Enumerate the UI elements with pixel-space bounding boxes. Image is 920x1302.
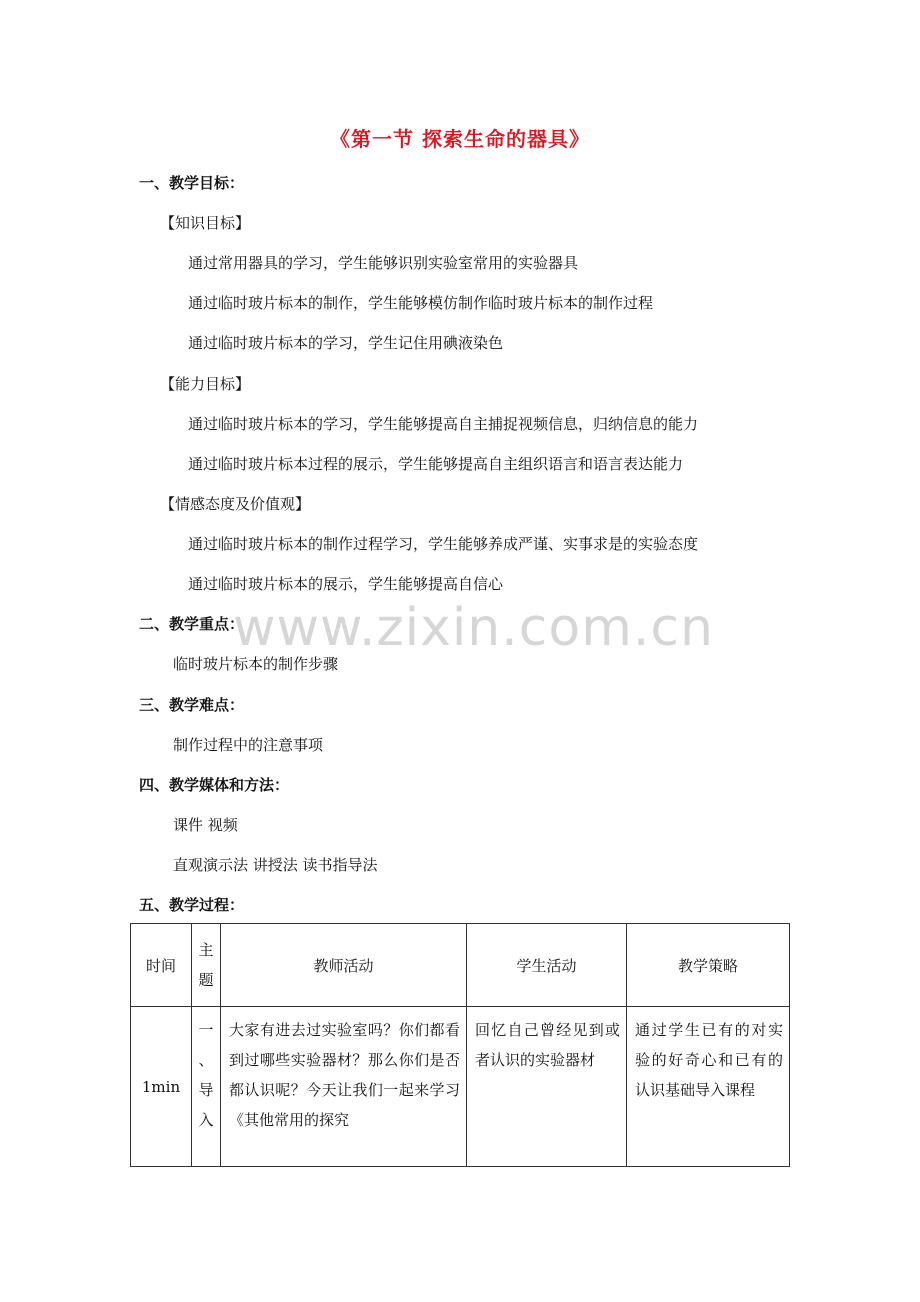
process-table: [130, 923, 790, 1167]
knowledge-item: 通过临时玻片标本的制作，学生能够模仿制作临时玻片标本的制作过程: [188, 294, 654, 312]
table-header-row: [131, 924, 790, 1007]
emotion-heading: 【情感态度及价值观】: [160, 495, 311, 513]
ability-item: 通过临时玻片标本的学习，学生能够提高自主捕捉视频信息，归纳信息的能力: [188, 415, 699, 433]
cell-teacher-activity: 大家有进去过实验室吗？你们都看到过哪些实验器材？那么你们是否都认识呢？今天让我们一起来学习《其他常用的探究: [221, 1007, 467, 1167]
topic-char: 一: [198, 1021, 214, 1039]
key-point-heading: 二、教学重点：: [139, 615, 245, 633]
header-topic: [192, 924, 221, 1007]
difficulty-heading: 三、教学难点：: [139, 696, 245, 714]
goals-heading: 一、教学目标：: [139, 174, 245, 192]
cell-student-activity: 回忆自己曾经见到或者认识的实验器材: [467, 1007, 627, 1167]
cell-topic: [192, 1007, 221, 1167]
process-heading: 五、教学过程：: [139, 896, 245, 914]
key-point-text: 临时玻片标本的制作步骤: [173, 655, 339, 673]
header-topic-char: 主: [198, 940, 214, 959]
header-time: 时间: [131, 924, 192, 1007]
knowledge-item: 通过临时玻片标本的学习，学生记住用碘液染色: [188, 334, 504, 352]
header-topic-char: 题: [198, 970, 214, 989]
header-strategy: 教学策略: [627, 924, 790, 1007]
topic-char: 入: [198, 1111, 214, 1129]
page-title: 《第一节 探索生命的器具》: [330, 127, 590, 151]
emotion-item: 通过临时玻片标本的制作过程学习，学生能够养成严谨、实事求是的实验态度: [188, 535, 699, 553]
cell-time: 1min: [131, 1007, 192, 1167]
knowledge-heading: 【知识目标】: [160, 214, 251, 232]
ability-heading: 【能力目标】: [160, 375, 251, 393]
media-line: 课件 视频: [173, 816, 238, 834]
emotion-item: 通过临时玻片标本的展示，学生能够提高自信心: [188, 575, 504, 593]
knowledge-item: 通过常用器具的学习，学生能够识别实验室常用的实验器具: [188, 254, 579, 272]
media-heading: 四、教学媒体和方法：: [139, 776, 290, 794]
header-teacher: 教师活动: [221, 924, 467, 1007]
difficulty-text: 制作过程中的注意事项: [173, 736, 324, 754]
topic-char: 导: [198, 1081, 214, 1099]
topic-char: 、: [198, 1051, 214, 1069]
table-row: [131, 1007, 790, 1167]
ability-item: 通过临时玻片标本过程的展示，学生能够提高自主组织语言和语言表达能力: [188, 455, 684, 473]
watermark: www.zixin.com.cn: [233, 598, 714, 658]
method-line: 直观演示法 讲授法 读书指导法: [173, 856, 378, 874]
cell-strategy: 通过学生已有的对实验的好奇心和已有的认识基础导入课程: [627, 1007, 790, 1167]
header-student: 学生活动: [467, 924, 627, 1007]
